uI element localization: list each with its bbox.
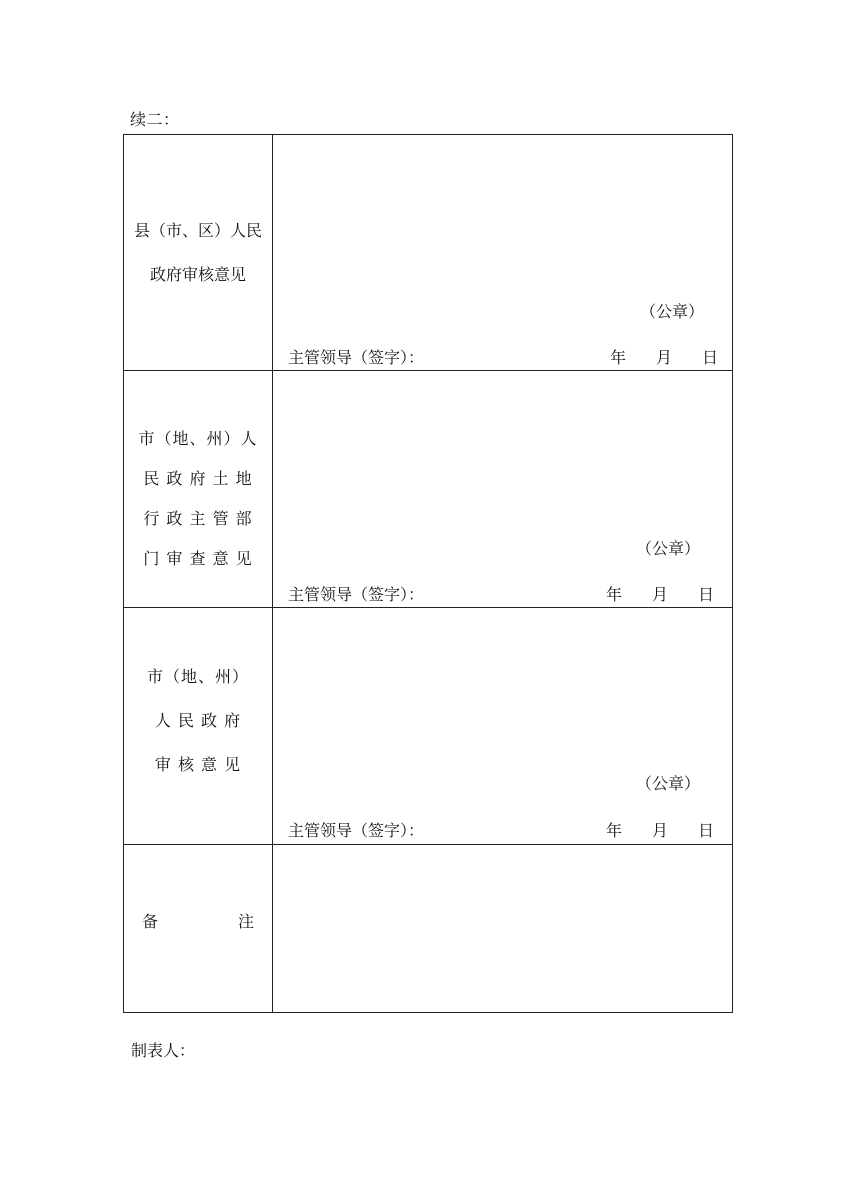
remarks-label	[124, 845, 273, 1012]
year-label: 年	[609, 348, 626, 367]
remarks-row	[124, 845, 732, 1012]
day-label: 日	[701, 348, 718, 367]
official-seal-label: （公章）	[639, 302, 704, 321]
leader-signature-label: 主管领导（签字）：	[288, 821, 425, 840]
continuation-label: 续二：	[130, 110, 180, 129]
label-line: 人 民 政 府	[154, 711, 242, 730]
label-line: 民 政 府 土 地	[143, 469, 253, 488]
label-line: 门 审 查 意 见	[143, 549, 253, 568]
label-line: 市（地、州）人	[138, 429, 258, 448]
label-line: 备 注	[141, 911, 254, 931]
label-line: 县（市、区）人民	[133, 220, 262, 240]
preparer-label: 制表人：	[131, 1041, 196, 1060]
date-field[interactable]	[606, 818, 714, 841]
date-field[interactable]	[610, 345, 718, 368]
approval-form-table	[123, 134, 733, 1013]
county-review-row	[124, 135, 732, 371]
prefecture-gov-review-label	[124, 608, 273, 844]
label-line: 政府审核意见	[149, 264, 246, 284]
prefecture-land-review-row	[124, 371, 732, 608]
official-seal-label: （公章）	[635, 774, 700, 793]
year-label: 年	[605, 585, 622, 604]
day-label: 日	[697, 821, 714, 840]
month-label: 月	[655, 348, 672, 367]
month-label: 月	[651, 821, 668, 840]
label-line: 行 政 主 管 部	[143, 509, 253, 528]
leader-signature-label: 主管领导（签字）：	[288, 585, 425, 604]
prefecture-land-review-label	[124, 371, 273, 607]
prefecture-land-review-opinion-field[interactable]	[273, 371, 732, 607]
label-line: 市（地、州）	[146, 667, 249, 686]
county-review-label	[124, 135, 273, 370]
prefecture-gov-review-row	[124, 608, 732, 845]
leader-signature-label: 主管领导（签字）：	[288, 348, 425, 367]
date-field[interactable]	[606, 582, 714, 605]
day-label: 日	[697, 585, 714, 604]
prefecture-gov-review-opinion-field[interactable]	[273, 608, 732, 844]
remarks-field[interactable]	[273, 845, 732, 1012]
official-seal-label: （公章）	[635, 539, 700, 558]
year-label: 年	[605, 821, 622, 840]
label-line: 审 核 意 见	[154, 755, 242, 774]
month-label: 月	[651, 585, 668, 604]
county-review-opinion-field[interactable]	[273, 135, 732, 370]
